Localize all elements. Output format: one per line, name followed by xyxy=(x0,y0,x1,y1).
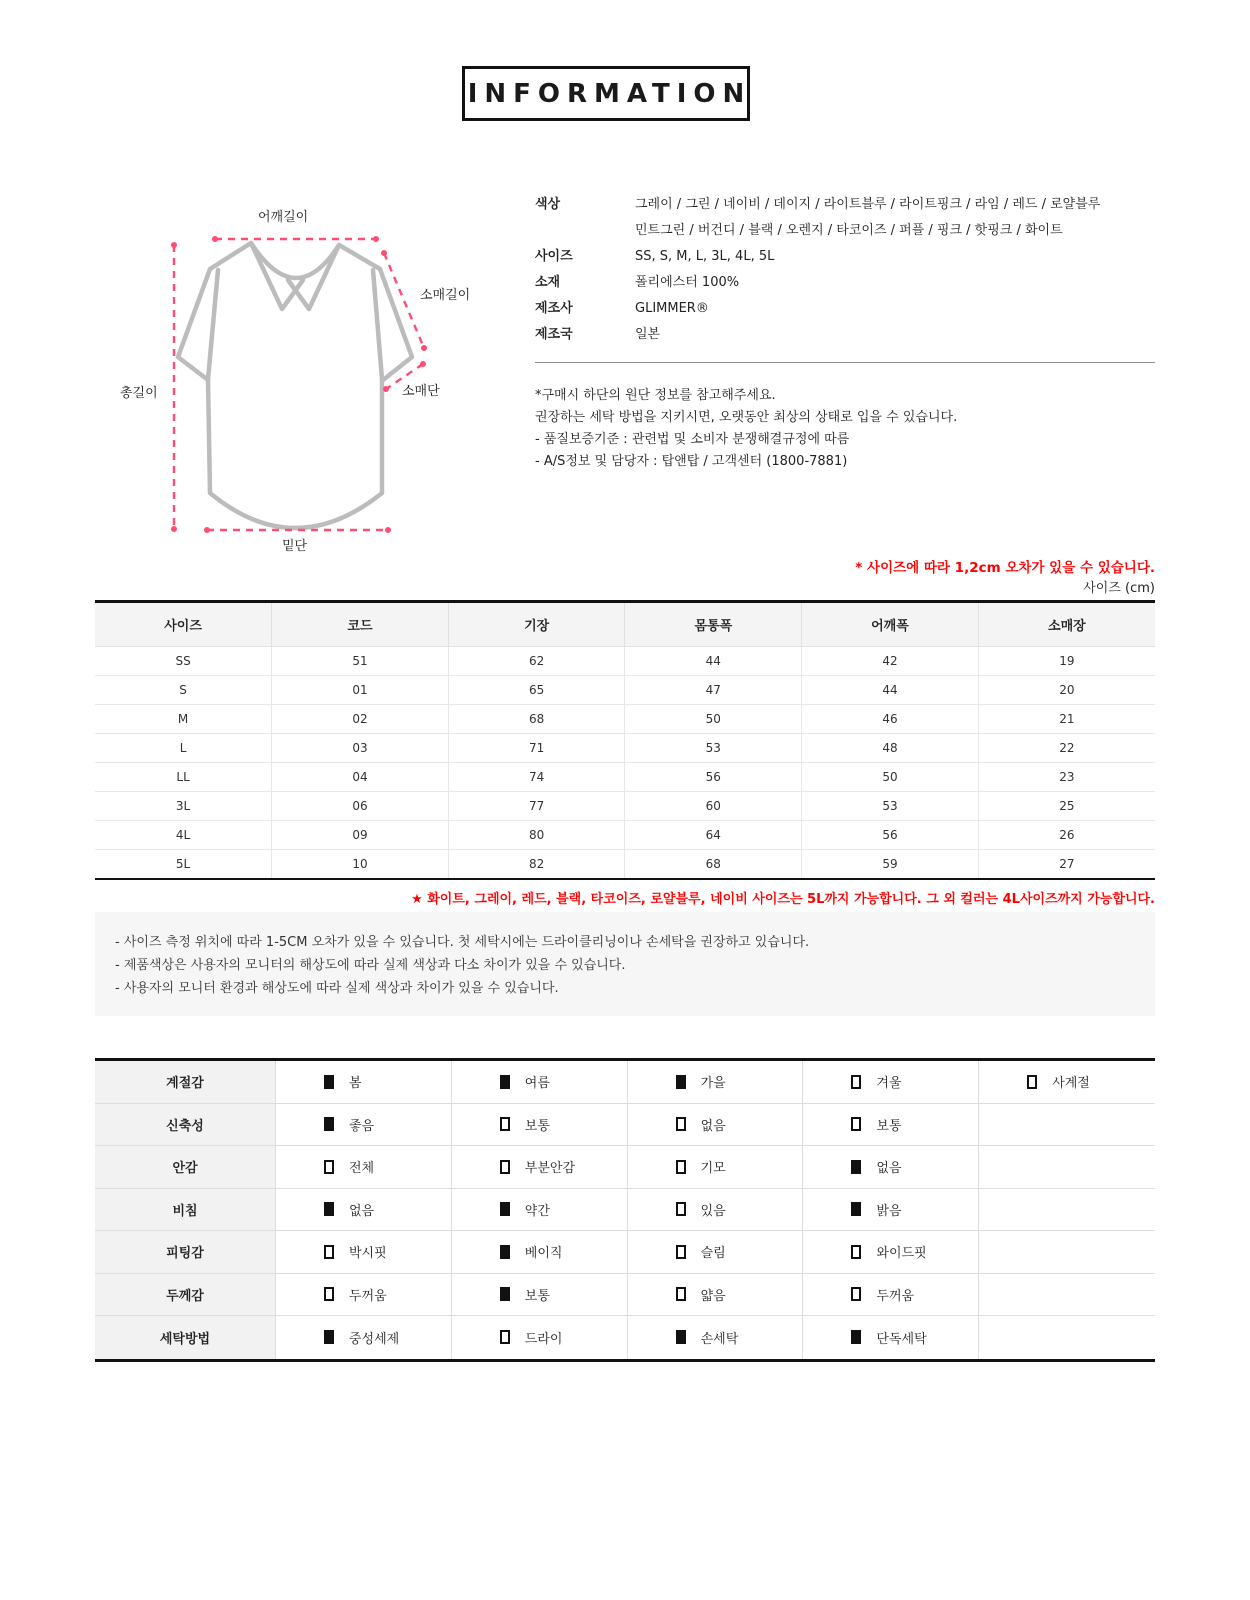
size-cell: 56 xyxy=(625,763,802,792)
attr-option-label: 여름 xyxy=(524,1076,550,1092)
product-label: 소재 xyxy=(535,275,561,290)
attr-option xyxy=(276,1146,452,1188)
size-cell: LL xyxy=(95,763,272,792)
size-cell: 77 xyxy=(448,792,625,821)
attr-option-label: 보통 xyxy=(524,1118,550,1134)
attr-option-label: 중성세제 xyxy=(349,1331,400,1347)
attr-option-label: 없음 xyxy=(876,1161,902,1177)
checkbox-icon xyxy=(324,1160,334,1174)
size-cell: SS xyxy=(95,647,272,676)
checkbox-icon xyxy=(500,1287,510,1301)
product-details xyxy=(535,192,1155,473)
attr-option xyxy=(803,1189,979,1231)
attr-option xyxy=(276,1274,452,1316)
size-tolerance-note: * 사이즈에 따라 1,2cm 오차가 있을 수 있습니다. xyxy=(855,560,1155,576)
checkbox-icon xyxy=(851,1117,861,1131)
size-col-header: 사이즈 xyxy=(95,602,272,647)
shirt-outline xyxy=(178,243,412,528)
attr-option-label: 봄 xyxy=(349,1076,362,1092)
product-row-manufacturer xyxy=(535,296,1155,322)
checkbox-icon xyxy=(324,1287,334,1301)
checkbox-icon xyxy=(851,1330,861,1344)
attr-option xyxy=(803,1274,979,1316)
purchase-note-line: *구매시 하단의 원단 정보를 참고해주세요. xyxy=(535,388,776,403)
size-cell: 53 xyxy=(625,734,802,763)
attr-option xyxy=(452,1104,628,1146)
attr-option xyxy=(276,1231,452,1273)
size-cell: 20 xyxy=(978,676,1155,705)
label-shoulder-length: 어깨길이 xyxy=(258,210,309,225)
size-cell: 82 xyxy=(448,850,625,879)
size-cell: 02 xyxy=(272,705,449,734)
attr-option-label: 없음 xyxy=(349,1203,375,1219)
shirt-measurement-diagram xyxy=(90,180,520,565)
checkbox-icon xyxy=(676,1075,686,1089)
product-value: GLIMMER® xyxy=(635,301,709,316)
attr-option-label: 보통 xyxy=(876,1118,902,1134)
attr-option xyxy=(452,1231,628,1273)
color-list-line2: 민트그린 / 버건디 / 블랙 / 오렌지 / 타코이즈 / 퍼플 / 핑크 / 핫핑크 / 화이트 xyxy=(635,223,1063,238)
checkbox-icon xyxy=(676,1330,686,1344)
purchase-note-line: 권장하는 세탁 방법을 지키시면, 오랫동안 최상의 상태로 입을 수 있습니다. xyxy=(535,410,958,425)
label-sleeve-hem: 소매단 xyxy=(402,384,440,399)
size-cell: 27 xyxy=(1059,856,1075,871)
attr-option xyxy=(452,1146,628,1188)
purchase-note-line: - 품질보증기준 : 관련법 및 소비자 분쟁해결규정에 따름 xyxy=(535,432,850,447)
purchase-notes xyxy=(535,385,1155,473)
size-cell: 68 xyxy=(448,705,625,734)
page-title-box xyxy=(462,66,750,121)
checkbox-icon xyxy=(324,1245,334,1259)
product-value: 일본 xyxy=(635,327,661,342)
table-row xyxy=(95,676,1155,705)
size-cell: 56 xyxy=(802,821,979,850)
size-cell: 25 xyxy=(978,792,1155,821)
checkbox-icon xyxy=(851,1202,861,1216)
size-cell: 10 xyxy=(272,850,449,879)
size-cell: 48 xyxy=(802,734,979,763)
attr-option-label: 박시핏 xyxy=(349,1246,387,1262)
table-row xyxy=(95,821,1155,850)
size-col-header: 몸통폭 xyxy=(625,602,802,647)
attr-option-empty xyxy=(979,1146,1155,1188)
attr-option xyxy=(452,1061,628,1103)
attr-option xyxy=(452,1316,628,1359)
checkbox-icon xyxy=(500,1330,510,1344)
attr-option xyxy=(803,1104,979,1146)
attr-row-sheerness xyxy=(95,1189,1155,1232)
page-title: INFORMATION xyxy=(467,78,752,109)
size-cell: 53 xyxy=(802,792,979,821)
attr-option xyxy=(628,1146,804,1188)
table-row xyxy=(95,792,1155,821)
label-total-length: 총길이 xyxy=(120,386,158,401)
attr-option-label: 부분안감 xyxy=(524,1161,576,1177)
table-row xyxy=(95,734,1155,763)
notice-box xyxy=(95,912,1155,1016)
size-cell: L xyxy=(95,734,272,763)
size-cell: 60 xyxy=(625,792,802,821)
attribute-table xyxy=(95,1058,1155,1362)
size-cell: 22 xyxy=(978,734,1155,763)
attr-option-label: 없음 xyxy=(700,1118,726,1134)
checkbox-icon xyxy=(324,1202,334,1216)
attr-option-empty xyxy=(979,1274,1155,1316)
notice-line: - 사이즈 측정 위치에 따라 1-5CM 오차가 있을 수 있습니다. 첫 세탁시에는 드라이클리닝이나 손세탁을 권장하고 있습니다. xyxy=(115,935,810,950)
size-col-header: 기장 xyxy=(448,602,625,647)
table-row xyxy=(95,647,1155,676)
attr-option-label: 전체 xyxy=(349,1161,375,1177)
size-cell: 71 xyxy=(448,734,625,763)
size-cell: 4L xyxy=(95,821,272,850)
size-cell: 21 xyxy=(978,705,1155,734)
details-divider xyxy=(535,362,1155,363)
attr-option xyxy=(276,1316,452,1359)
checkbox-icon xyxy=(500,1075,510,1089)
attr-option-empty xyxy=(979,1231,1155,1273)
attr-option-label: 드라이 xyxy=(524,1331,563,1347)
attr-option xyxy=(452,1274,628,1316)
attr-row-washing xyxy=(95,1316,1155,1359)
size-cell: 50 xyxy=(802,763,979,792)
attr-row-label: 두께감 xyxy=(95,1274,276,1316)
attr-row-label: 안감 xyxy=(95,1146,276,1188)
product-value xyxy=(635,192,1155,244)
attr-option xyxy=(276,1104,452,1146)
size-cell: 46 xyxy=(802,705,979,734)
attr-option-label: 약간 xyxy=(524,1203,550,1219)
attr-option-label: 밝음 xyxy=(876,1203,902,1219)
checkbox-icon xyxy=(676,1287,686,1301)
attr-option-label: 사계절 xyxy=(1052,1076,1090,1092)
attr-option-label: 가을 xyxy=(700,1076,726,1092)
attr-row-label: 계절감 xyxy=(95,1061,276,1103)
size-cell: 51 xyxy=(272,647,449,676)
size-table-header-row xyxy=(95,602,1155,647)
size-cell: 62 xyxy=(448,647,625,676)
attr-option xyxy=(628,1231,804,1273)
size-cell: S xyxy=(95,676,272,705)
attr-option-empty xyxy=(979,1316,1155,1359)
attr-option-label: 겨울 xyxy=(876,1076,902,1092)
size-cell: 59 xyxy=(802,850,979,879)
notice-line: - 제품색상은 사용자의 모니터의 해상도에 따라 실제 색상과 다소 차이가 있을 수 있습니다. xyxy=(115,958,626,973)
attr-option-label: 베이직 xyxy=(524,1246,563,1262)
product-label: 제조사 xyxy=(535,301,573,316)
attr-row-label: 피팅감 xyxy=(95,1231,276,1273)
checkbox-icon xyxy=(851,1245,861,1259)
attr-option xyxy=(276,1061,452,1103)
attr-option-label: 있음 xyxy=(700,1203,726,1219)
color-list-line1: 그레이 / 그린 / 네이비 / 데이지 / 라이트블루 / 라이트핑크 / 라임 / 레드 / 로얄블루 xyxy=(635,197,1101,212)
attr-option-label: 단독세탁 xyxy=(876,1331,927,1347)
attr-option-label: 손세탁 xyxy=(700,1331,739,1347)
size-cell: 65 xyxy=(448,676,625,705)
checkbox-icon xyxy=(676,1117,686,1131)
checkbox-icon xyxy=(500,1245,510,1259)
attr-row-label: 세탁방법 xyxy=(95,1316,276,1359)
size-col-header: 어깨폭 xyxy=(802,602,979,647)
attr-row-label: 신축성 xyxy=(95,1104,276,1146)
size-cell: 26 xyxy=(978,821,1155,850)
product-row-size xyxy=(535,244,1155,270)
shirt-diagram-svg xyxy=(90,180,520,565)
size-cell: 64 xyxy=(625,821,802,850)
size-cell: 47 xyxy=(625,676,802,705)
size-availability-footnote: ★ 화이트, 그레이, 레드, 블랙, 타코이즈, 로얄블루, 네이비 사이즈는 5L까지 가능합니다. 그 외 컬러는 4L사이즈까지 가능합니다. xyxy=(411,892,1155,907)
attr-option-label: 좋음 xyxy=(349,1118,375,1134)
attr-option xyxy=(628,1316,804,1359)
size-cell: 50 xyxy=(625,705,802,734)
size-cell: 03 xyxy=(272,734,449,763)
product-label: 사이즈 xyxy=(535,249,573,264)
checkbox-icon xyxy=(500,1202,510,1216)
product-label: 제조국 xyxy=(535,327,573,342)
notice-line: - 사용자의 모니터 환경과 해상도에 따라 실제 색상과 차이가 있을 수 있습니다. xyxy=(115,981,559,996)
checkbox-icon xyxy=(1027,1075,1037,1089)
checkbox-icon xyxy=(676,1160,686,1174)
attr-option xyxy=(628,1189,804,1231)
attr-option xyxy=(628,1104,804,1146)
attr-option xyxy=(803,1146,979,1188)
attr-option-label: 보통 xyxy=(524,1288,550,1304)
attr-option xyxy=(803,1061,979,1103)
size-col-header: 코드 xyxy=(272,602,449,647)
checkbox-icon xyxy=(676,1202,686,1216)
attr-option-empty xyxy=(979,1104,1155,1146)
checkbox-icon xyxy=(324,1330,334,1344)
table-row xyxy=(95,705,1155,734)
attr-option-label: 두꺼움 xyxy=(349,1288,387,1304)
attr-option xyxy=(803,1316,979,1359)
size-cell: 04 xyxy=(272,763,449,792)
size-cell: 5L xyxy=(95,850,272,879)
attr-option-empty xyxy=(979,1189,1155,1231)
attr-row-label: 비침 xyxy=(95,1189,276,1231)
size-unit-label: 사이즈 (cm) xyxy=(1083,581,1155,596)
product-label: 색상 xyxy=(535,197,561,212)
attr-option-label: 와이드핏 xyxy=(876,1246,927,1262)
attr-option-label: 얇음 xyxy=(700,1288,726,1304)
checkbox-icon xyxy=(851,1287,861,1301)
table-row xyxy=(95,850,1155,879)
size-cell: 3L xyxy=(95,792,272,821)
size-col-header: 소매장 xyxy=(978,602,1155,647)
size-cell: 19 xyxy=(978,647,1155,676)
purchase-note-line: - A/S정보 및 담당자 : 탑앤탑 / 고객센터 (1800-7881) xyxy=(535,454,848,469)
size-cell: 23 xyxy=(978,763,1155,792)
size-cell: 44 xyxy=(802,676,979,705)
attr-option xyxy=(452,1189,628,1231)
attr-option xyxy=(628,1274,804,1316)
checkbox-icon xyxy=(851,1075,861,1089)
checkbox-icon xyxy=(324,1117,334,1131)
checkbox-icon xyxy=(676,1245,686,1259)
product-row-material xyxy=(535,270,1155,296)
size-cell: 80 xyxy=(448,821,625,850)
attr-option xyxy=(276,1189,452,1231)
size-cell: 44 xyxy=(625,647,802,676)
attr-row-thickness xyxy=(95,1274,1155,1317)
attr-option-label: 두꺼움 xyxy=(876,1288,915,1304)
checkbox-icon xyxy=(500,1117,510,1131)
attr-option xyxy=(628,1061,804,1103)
size-cell: 01 xyxy=(272,676,449,705)
product-row-country xyxy=(535,322,1155,348)
attr-row-fit xyxy=(95,1231,1155,1274)
size-cell: 68 xyxy=(625,850,802,879)
attr-row-lining xyxy=(95,1146,1155,1189)
size-cell: 74 xyxy=(448,763,625,792)
attr-row-season xyxy=(95,1061,1155,1104)
product-row-color xyxy=(535,192,1155,244)
product-value: SS, S, M, L, 3L, 4L, 5L xyxy=(635,249,775,264)
table-row xyxy=(95,763,1155,792)
size-cell: 42 xyxy=(802,647,979,676)
checkbox-icon xyxy=(500,1160,510,1174)
size-cell: 09 xyxy=(272,821,449,850)
checkbox-icon xyxy=(324,1075,334,1089)
attr-option xyxy=(803,1231,979,1273)
checkbox-icon xyxy=(851,1160,861,1174)
label-bottom-hem: 밑단 xyxy=(282,539,308,554)
attr-option-label: 기모 xyxy=(700,1161,726,1177)
attr-option xyxy=(979,1061,1155,1103)
label-sleeve-length: 소매길이 xyxy=(420,288,471,303)
attr-option-label: 슬림 xyxy=(700,1246,726,1262)
size-cell: 06 xyxy=(272,792,449,821)
attr-row-stretch xyxy=(95,1104,1155,1147)
product-value: 폴리에스터 100% xyxy=(635,275,740,290)
size-table xyxy=(95,600,1155,880)
size-cell: M xyxy=(95,705,272,734)
